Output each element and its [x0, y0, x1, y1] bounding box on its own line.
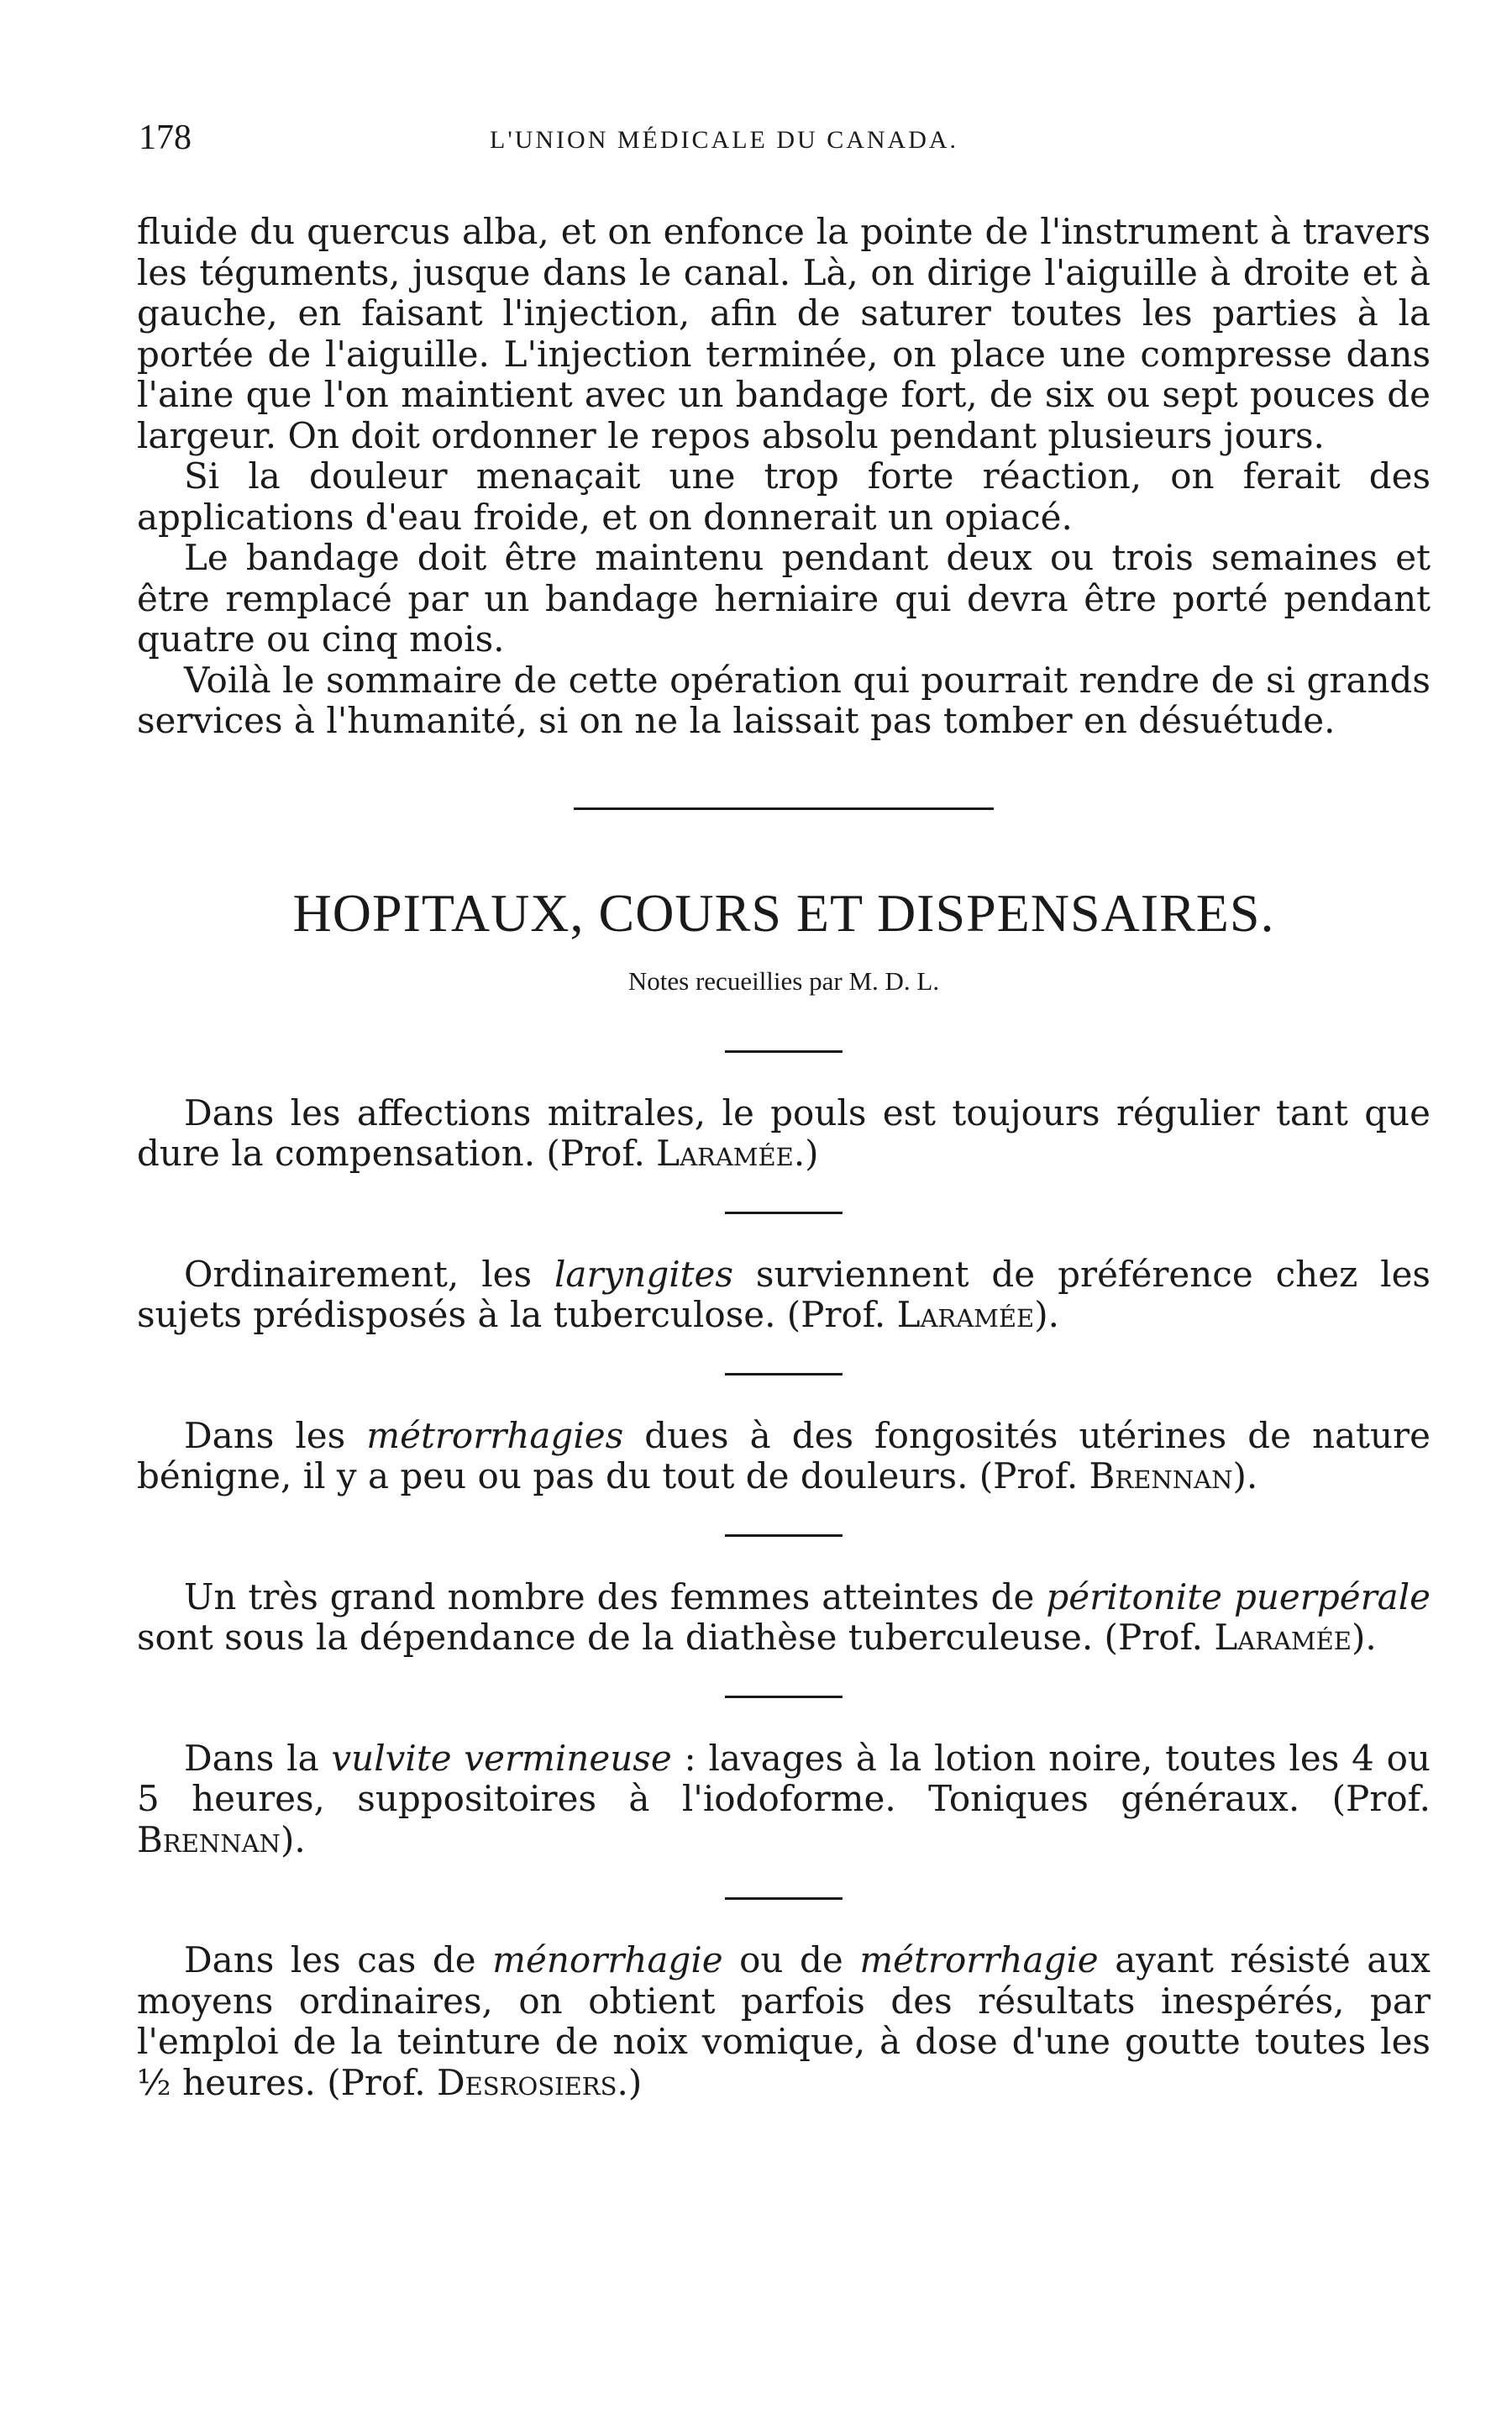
professor-name: Brennan [137, 1818, 281, 1860]
note-text: : lavages à la lotion noire, toutes les 4 ou 5 heures, suppositoires à l'iodoforme. Toniques généraux. (Prof. [137, 1737, 1431, 1819]
running-head [137, 118, 1431, 171]
clinical-note [137, 1416, 1431, 1497]
clinical-note [137, 1254, 1431, 1336]
page-number: 178 [139, 118, 192, 157]
paragraph: fluide du quercus alba, et on enfonce la pointe de l'instrument à travers les téguments, jusque dans le canal. Là, on dirige l'aiguille à droite et à gauche, en faisant l'injection, afin de saturer toutes les parties à la portée de l'aiguille. L'injection terminée, on place une compresse dans l'aine que l'on maintient avec un bandage fort, de six ou sept pouces de largeur. On doit ordonner le repos absolu pendant plusieurs jours. [137, 211, 1431, 456]
paragraph: Voilà le sommaire de cette opération qui pourrait rendre de si grands services à l'humanité, si on ne la laissait pas tomber en désuétude. [137, 659, 1431, 741]
emphasized-term: ménorrhagie [492, 1939, 723, 1980]
note-text: Dans la [184, 1737, 332, 1779]
section-byline: Notes recueillies par M. D. L. [627, 965, 940, 996]
paragraph: Si la douleur menaçait une trop forte réaction, on ferait des applications d'eau froide, et on donnerait un opiacé. [137, 455, 1431, 538]
professor-name: Laramée [656, 1133, 794, 1174]
emphasized-term: péritonite puerpérale [1046, 1575, 1431, 1617]
note-divider [725, 1212, 843, 1214]
note-text: sont sous la dépendance de la diathèse tuberculeuse. (Prof. [137, 1617, 1215, 1658]
journal-title: L'UNION MÉDICALE DU CANADA. [490, 126, 959, 154]
note-divider [725, 1373, 843, 1375]
professor-name: Laramée [1214, 1617, 1352, 1658]
note-text: ). [1034, 1294, 1059, 1335]
note-divider [725, 1897, 843, 1900]
paragraph: Le bandage doit être maintenu pendant deux ou trois semaines et être remplacé par un bandage herniaire qui devra être porté pendant quatre ou cinq mois. [137, 537, 1431, 660]
clinical-note [137, 1577, 1431, 1659]
professor-name: Brennan [1089, 1455, 1233, 1496]
note-text: Dans les affections mitrales, le pouls est toujours régulier tant que dure la compensation. (Prof. [137, 1091, 1431, 1174]
note-text: Dans les [184, 1414, 367, 1456]
emphasized-term: métrorrhagies [366, 1414, 624, 1456]
note-text: ). [280, 1818, 306, 1860]
note-divider [725, 1696, 843, 1698]
note-text: Un très grand nombre des femmes atteintes de [184, 1575, 1047, 1617]
clinical-note [137, 1093, 1431, 1175]
emphasized-term: laryngites [554, 1253, 733, 1295]
emphasized-term: métrorrhagie [859, 1939, 1099, 1980]
note-text: .) [793, 1133, 819, 1174]
note-text: ). [1232, 1455, 1258, 1496]
note-divider [725, 1534, 843, 1537]
emphasized-term: vulvite vermineuse [331, 1737, 672, 1779]
note-text: Dans les cas de [184, 1939, 493, 1980]
professor-name: Laramée [896, 1294, 1035, 1335]
note-text: .) [617, 2061, 643, 2103]
professor-name: Desrosiers [436, 2061, 617, 2103]
clinical-note [137, 1940, 1431, 2103]
note-text: surviennent de préférence chez les sujets prédisposés à la tuberculose. (Prof. [137, 1253, 1431, 1335]
note-text: ayant résisté aux moyens ordinaires, on obtient parfois des résultats inespérés, par l'emploi de la teinture de noix vomique, à dose d'une goutte toutes les ½ heures. (Prof. [137, 1939, 1431, 2103]
note-text: Ordinairement, les [184, 1253, 554, 1295]
continued-article-text [137, 212, 1431, 742]
note-text: ou de [722, 1939, 860, 1980]
clinical-note [137, 1738, 1431, 1861]
note-text: ). [1351, 1617, 1377, 1658]
section-title: HOPITAUX, COURS ET DISPENSAIRES. [292, 882, 1275, 943]
section-divider [574, 807, 994, 810]
note-text: dues à des fongosités utérines de nature bénigne, il y a peu ou pas du tout de douleurs. (Prof. [137, 1414, 1431, 1496]
note-divider [725, 1050, 843, 1053]
document-page [137, 118, 1431, 2103]
